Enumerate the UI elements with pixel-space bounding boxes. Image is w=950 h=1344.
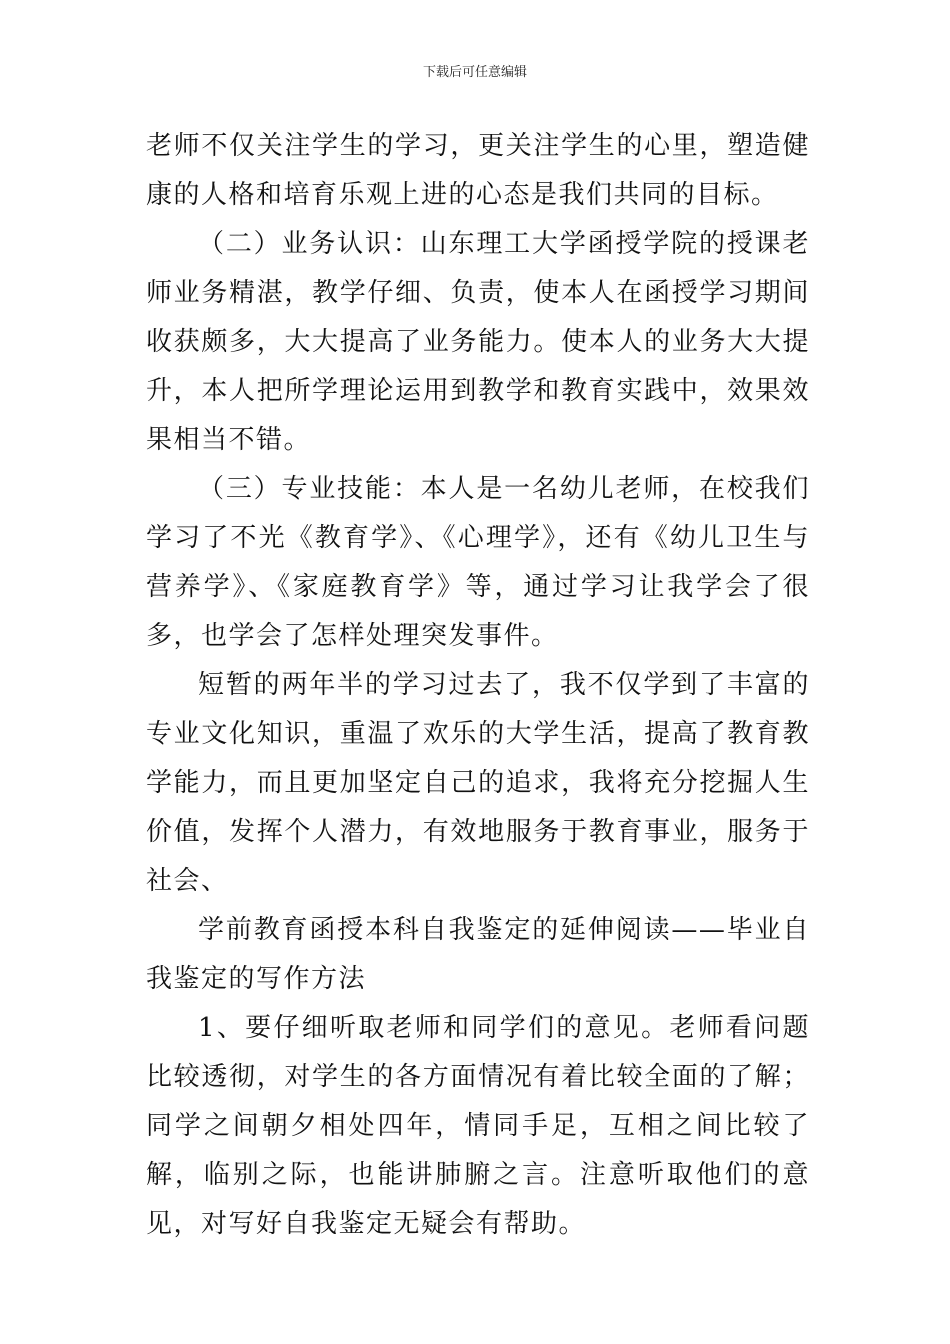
paragraph-continuation: 老师不仅关注学生的学习，更关注学生的心里，塑造健康的人格和培育乐观上进的心态是我们共同的目标。 — [146, 131, 810, 210]
paragraph-extended-reading-title: 学前教育函授本科自我鉴定的延伸阅读——毕业自我鉴定的写作方法 — [146, 915, 810, 994]
paragraph-writing-method-1: 1、要仔细听取老师和同学们的意见。老师看问题比较透彻，对学生的各方面情况有着比较全面的了解；同学之间朝夕相处四年，情同手足，互相之间比较了解，临别之际，也能讲肺腑之言。注意听取他们的意见，对写好自我鉴定无疑会有帮助。 — [146, 1013, 810, 1239]
paragraph-summary: 短暂的两年半的学习过去了，我不仅学到了丰富的专业文化知识，重温了欢乐的大学生活，提高了教育教学能力，而且更加坚定自己的追求，我将充分挖掘人生价值，发挥个人潜力，有效地服务于教育事业，服务于社会、 — [146, 670, 810, 896]
page-header: 下载后可任意编辑 — [422, 65, 527, 80]
paragraph-professional-skills: （三）专业技能：本人是一名幼儿老师，在校我们学习了不光《教育学》、《心理学》，还有《幼儿卫生与营养学》、《家庭教育学》等，通过学习让我学会了很多，也学会了怎样处理突发事件。 — [146, 474, 810, 651]
paragraph-business-knowledge: （二）业务认识：山东理工大学函授学院的授课老师业务精湛，教学仔细、负责，使本人在函授学习期间收获颇多，大大提高了业务能力。使本人的业务大大提升，本人把所学理论运用到教学和教育实践中，效果效果相当不错。 — [146, 229, 810, 455]
document-body — [146, 122, 810, 1249]
